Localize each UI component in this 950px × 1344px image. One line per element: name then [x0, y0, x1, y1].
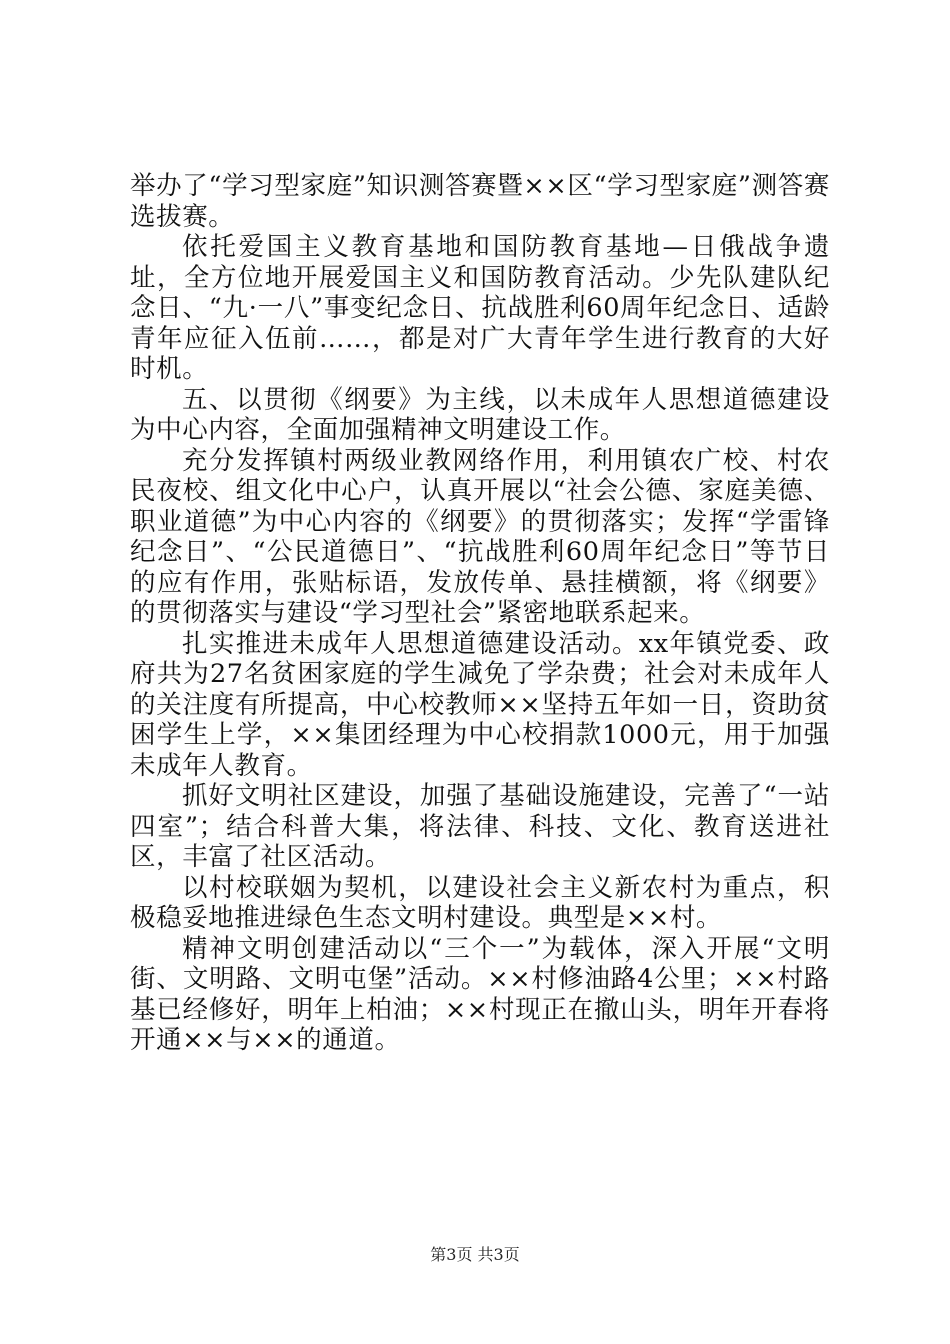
paragraph-patriotic-education: 依托爱国主义教育基地和国防教育基地—日俄战争遗址，全方位地开展爱国主义和国防教育活动。少先队建队纪念日、“九·一八”事变纪念日、抗战胜利60周年纪念日、适龄青年应征入伍前……，都是对广大青年学生进行教育的大好时机。 — [130, 232, 830, 384]
paragraph-village-school: 以村校联姻为契机，以建设社会主义新农村为重点，积极稳妥地推进绿色生态文明村建设。典型是××村。 — [130, 872, 830, 933]
paragraph-minors-moral-building: 扎实推进未成年人思想道德建设活动。xx年镇党委、政府共为27名贫困家庭的学生减免了学杂费；社会对未成年人的关注度有所提高，中心校教师××坚持五年如一日，资助贫困学生上学，××集团经理为中心校捐款1000元，用于加强未成年人教育。 — [130, 628, 830, 781]
paragraph-section-five-heading: 五、以贯彻《纲要》为主线，以未成年人思想道德建设为中心内容，全面加强精神文明建设工作。 — [130, 384, 830, 445]
paragraph-civilization-campaign: 精神文明创建活动以“三个一”为载体，深入开展“文明街、文明路、文明屯堡”活动。××村修油路4公里；××村路基已经修好，明年上柏油；××村现正在撤山头，明年开春将开通××与××的通道。 — [130, 933, 830, 1055]
paragraph-community-building: 抓好文明社区建设，加强了基础设施建设，完善了“一站四室”；结合科普大集，将法律、科技、文化、教育送进社区，丰富了社区活动。 — [130, 781, 830, 872]
document-body — [130, 171, 830, 1056]
page-footer: 第3页 共3页 — [430, 1245, 520, 1264]
paragraph-continuation: 举办了“学习型家庭”知识测答赛暨××区“学习型家庭”测答赛选拔赛。 — [130, 171, 830, 232]
paragraph-network-role: 充分发挥镇村两级业教网络作用，利用镇农广校、村农民夜校、组文化中心户，认真开展以“社会公德、家庭美德、职业道德”为中心内容的《纲要》的贯彻落实；发挥“学雷锋纪念日”、“公民道德日”、“抗战胜利60周年纪念日”等节日的应有作用，张贴标语，发放传单、悬挂横额，将《纲要》的贯彻落实与建设“学习型社会”紧密地联系起来。 — [130, 445, 830, 628]
